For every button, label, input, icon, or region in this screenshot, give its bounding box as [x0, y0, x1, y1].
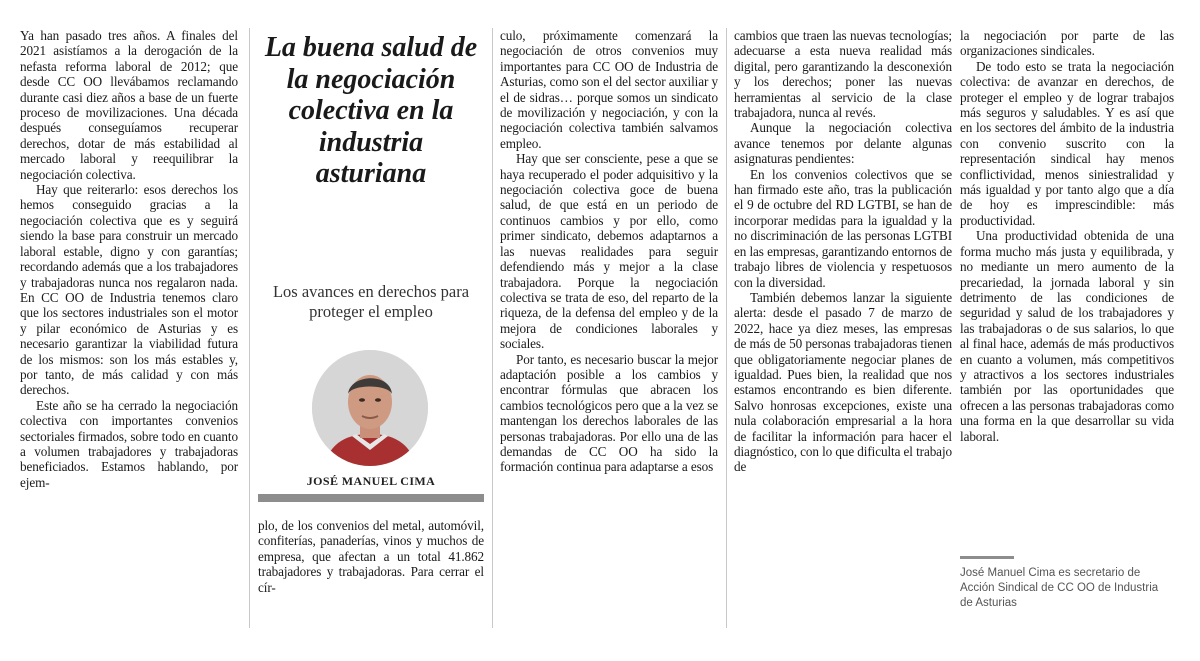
paragraph: De todo esto se trata la negociación colectiva: de avanzar en derechos, de proteger el empleo y de lograr trabajos más seguros y saludables. Y es así que en los sectores del ámbito de la industria con convenio suscrito con la representación sindical hay menos conflictividad, menos siniestralidad y más igualdad y por tanto algo que a día de hoy es imprescindible: más productividad.: [960, 58, 1174, 228]
paragraph: Por tanto, es necesario buscar la mejor adaptación posible a los cambios y encontrar fórmulas que abracen los cambios tecnológicos pero que a la vez se mantengan los derechos laborales de las personas trabajadoras. Por ello una de las demandas de CC OO ha sido la formación continua para adaptarse a esos: [500, 351, 718, 475]
column-3: [500, 28, 718, 475]
column-rule: [492, 28, 493, 628]
paragraph: Ya han pasado tres años. A finales del 2021 asistíamos a la derogación de la nefasta reforma laboral de 2012; que desde CC OO llevábamos reclamando durante casi diez años a base de un fuerte proceso de movilizaciones. Una década después conseguíamos recuperar derechos, dotar de más estabilidad al mercado laboral y reequilibrar la negociación colectiva.: [20, 28, 238, 182]
subheadline: Los avances en derechos para proteger el empleo: [272, 282, 470, 321]
author-photo: [312, 350, 428, 466]
column-2: [258, 518, 484, 595]
column-rule: [726, 28, 727, 628]
paragraph: cambios que traen las nuevas tecnologías; adecuarse a esta nueva realidad más digital, pero garantizando la desconexión y los derechos; poner las nuevas herramientas al servicio de la clase trabajadora, nunca al revés.: [734, 28, 952, 121]
column-5: [960, 28, 1174, 444]
paragraph: También debemos lanzar la siguiente alerta: desde el pasado 7 de marzo de 2022, hace ya diez meses, las empresas de más de 50 personas trabajadoras tienen que obligatoriamente negociar planes de igualdad. Pues bien, la realidad que nos estamos encontrando es bien diferente. Salvo honrosas excepciones, existe una nula colaboración empresarial a la hora de facilitar la información para hacer el diagnóstico, con lo que dificulta el trabajo de: [734, 289, 952, 475]
bio-bar: [960, 556, 1014, 559]
paragraph: Aunque la negociación colectiva avance tenemos por delante algunas asignaturas pendientes:: [734, 120, 952, 167]
column-4: [734, 28, 952, 475]
paragraph: Hay que ser consciente, pese a que se haya recuperado el poder adquisitivo y la negociación colectiva goce de buena salud, de que está en un periodo de continuos cambios y por ello, como primer sindicato, debemos adaptarnos a las nuevas realidades para seguir defendiendo más y mejor a la clase trabajadora. Porque la negociación colectiva se trata de eso, del reparto de la riqueza, de la defensa del empleo y de la mejora de condiciones laborales y sociales.: [500, 151, 718, 352]
byline-author: JOSÉ MANUEL CIMA: [306, 474, 436, 488]
paragraph: plo, de los convenios del metal, automóvil, confiterías, panaderías, vinos y muchos de empresa, que afectan a un total 41.862 trabajadores y trabajadoras. Para cerrar el cír-: [258, 518, 484, 595]
byline-bar: [258, 494, 484, 502]
paragraph: En los convenios colectivos que se han firmado este año, tras la publicación el 9 de octubre del RD LGTBI, se han de incorporar medidas para la igualdad y la no discriminación de las personas LGTBI en las empresas, garantizando entornos de trabajo libres de violencia y respetuosos con la diversidad.: [734, 166, 952, 290]
author-bio: José Manuel Cima es secretario de Acción Sindical de CC OO de Industria de Asturias: [960, 567, 1159, 609]
paragraph: Este año se ha cerrado la negociación colectiva con importantes convenios sectoriales firmados, sobre todo en cuanto a volumen trabajadores y trabajadoras beneficiados. Estamos hablando, por ejem-: [20, 397, 238, 490]
paragraph: Una productividad obtenida de una forma mucho más justa y equilibrada, y no mediante un mero aumento de la precariedad, la jornada laboral y sin detrimento de las condiciones de seguridad y salud de los trabajadores y las trabajadoras o de sus salarios, lo que al final hace, además de más productivos en cuanto a volumen, más competitivos y atractivos a los sectores industriales también por las oportunidades que ofrecen a las personas trabajadoras como una forma en la que desarrollar su vida laboral.: [960, 228, 1174, 444]
column-1: [20, 28, 238, 490]
author-portrait-icon: [312, 350, 428, 466]
paragraph: Hay que reiterarlo: esos derechos los hemos conseguido gracias a la negociación colectiva que es y seguirá siendo la base para construir un mercado laboral estable, digno y con garantías; recordando además que a los trabajadores y trabajadoras nunca nos regalaron nada. En CC OO de Industria tenemos claro que los sectores industriales son el motor y pilar económico de Asturias y es necesario garantizar la viabilidad futura de los mismos: son los más estables y, por tanto, de más calidad y con más derechos.: [20, 182, 238, 398]
paragraph: culo, próximamente comenzará la negociación de otros convenios muy importantes para CC OO de Industria de Asturias, como son el del sector auxiliar y el de sidras… porque somos un sindicato de movilización y negociación, y con la negociación colectiva también salvamos empleo.: [500, 28, 718, 151]
column-rule: [249, 28, 250, 628]
paragraph: la negociación por parte de las organizaciones sindicales.: [960, 28, 1174, 59]
headline: La buena salud de la negociación colectiva en la industria asturiana: [264, 32, 478, 189]
